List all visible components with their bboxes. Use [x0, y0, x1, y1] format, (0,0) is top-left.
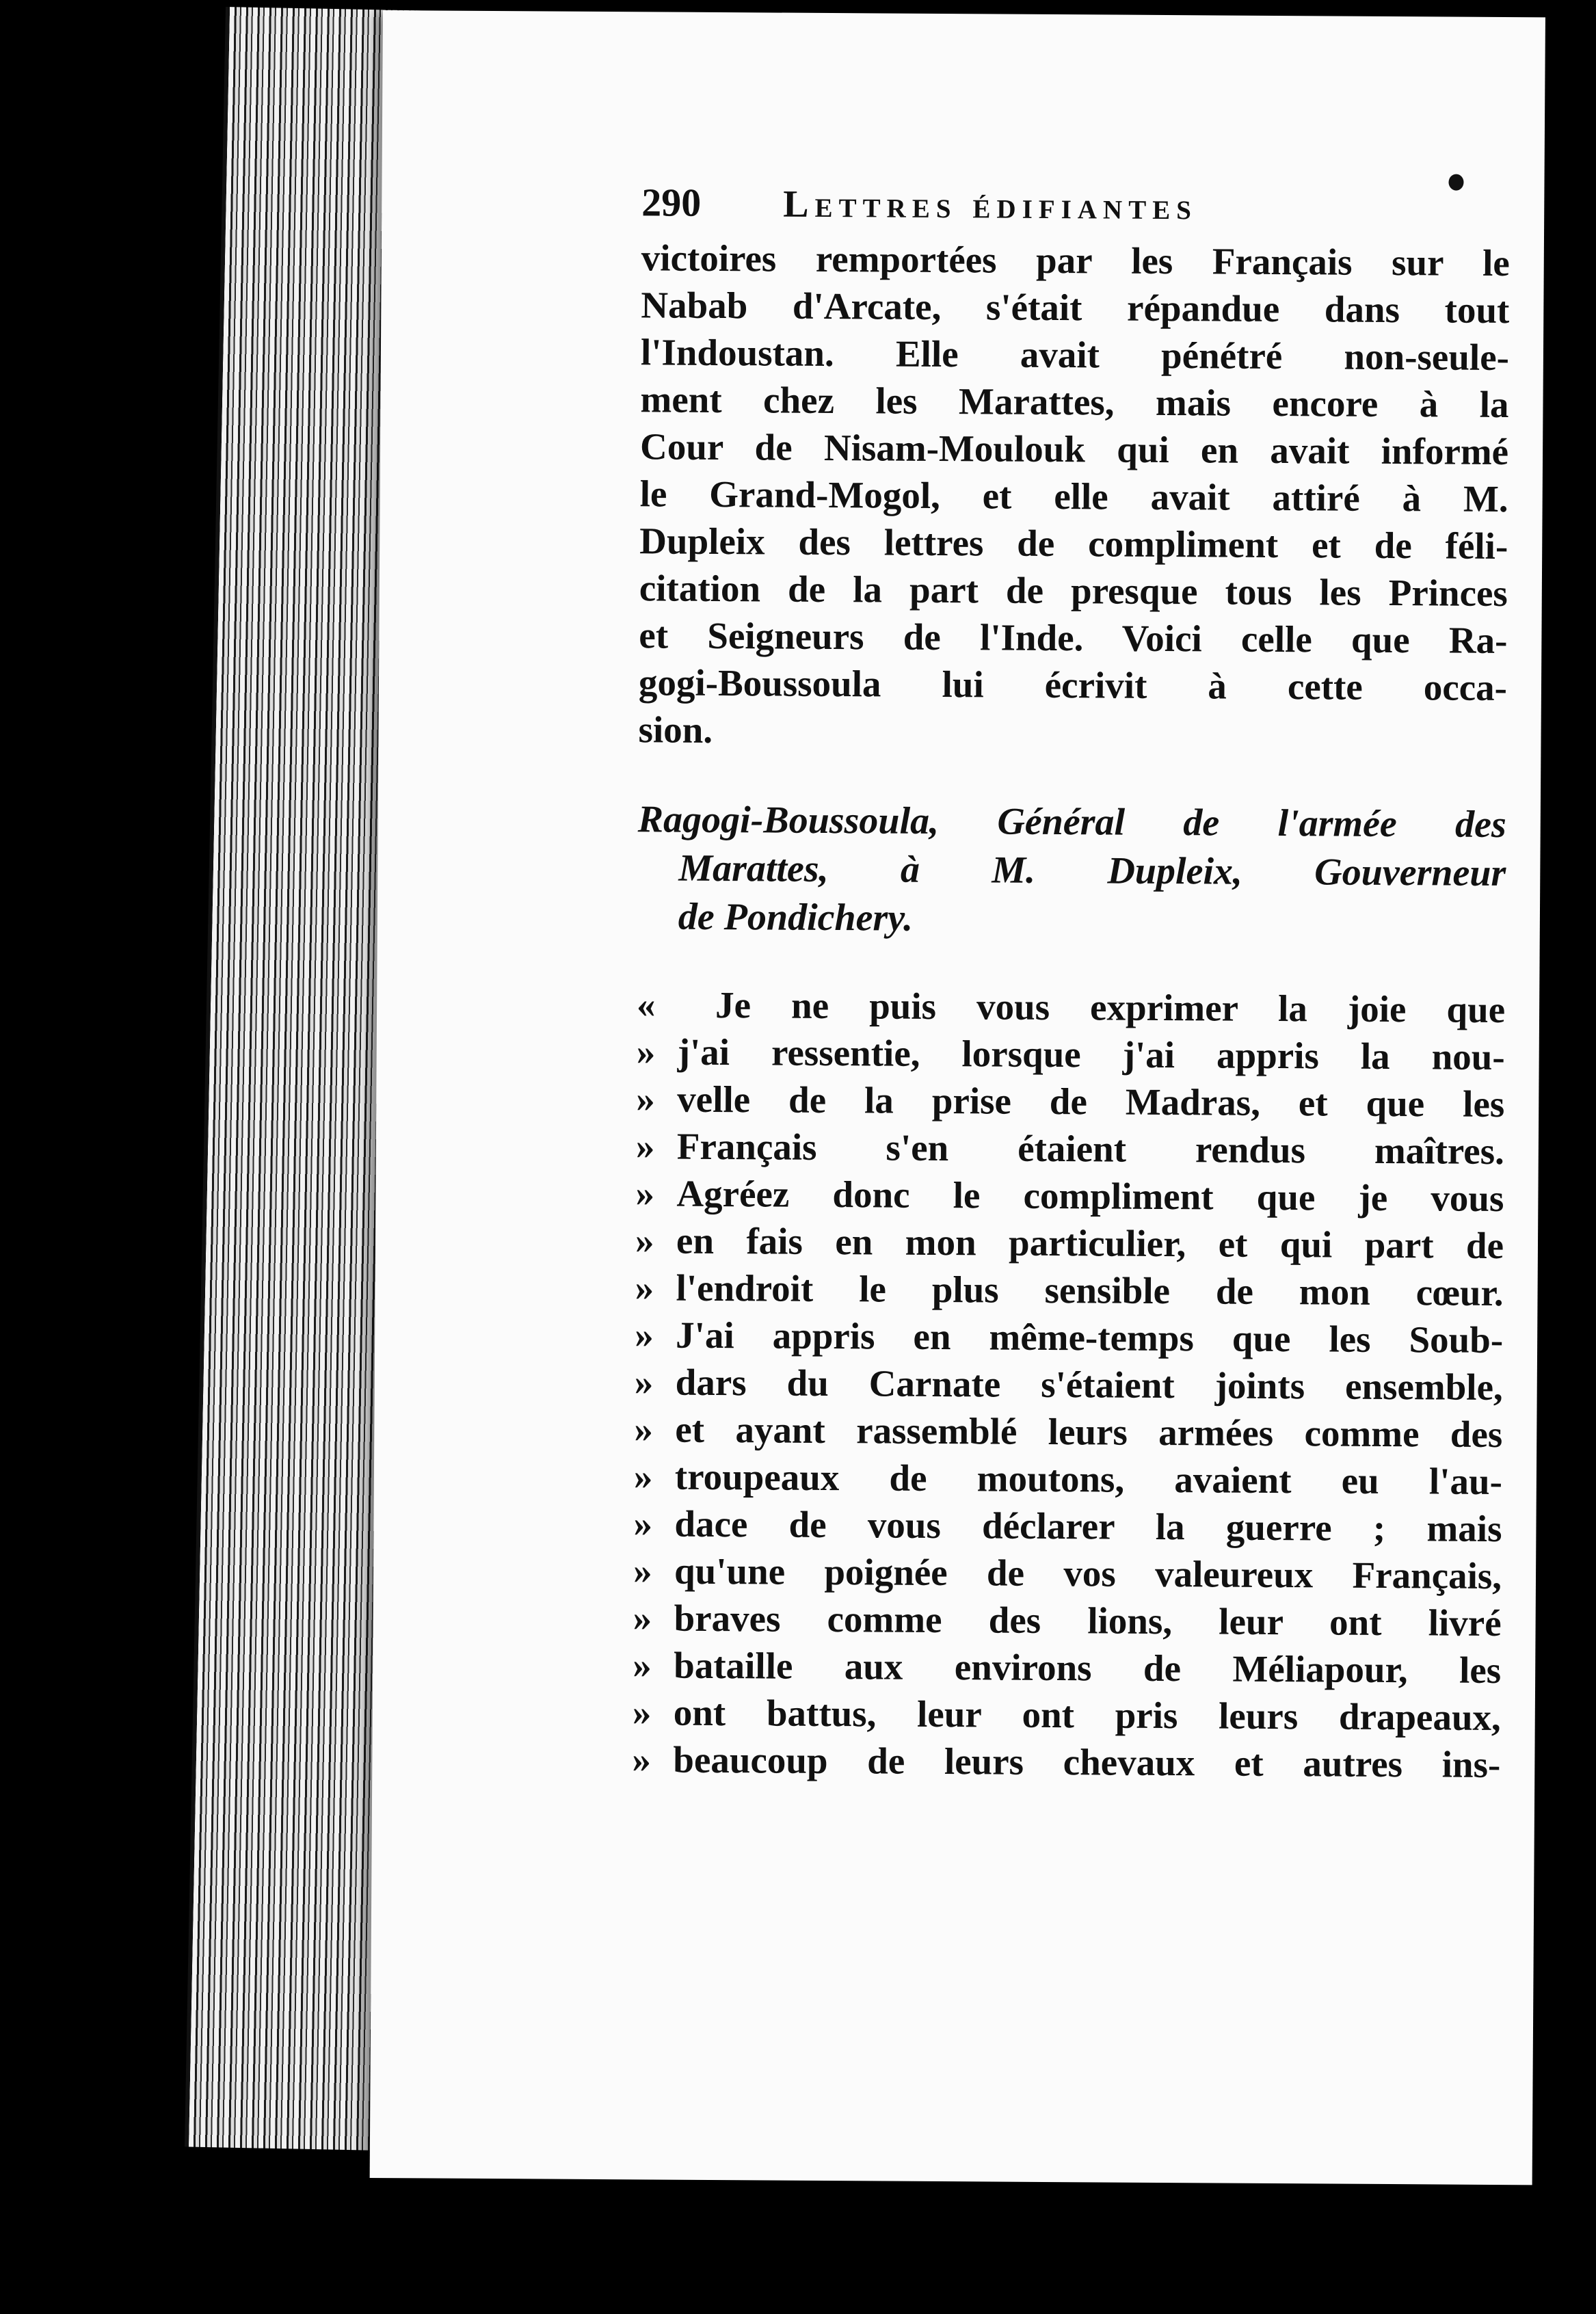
text-line: Nabab d'Arcate, s'était répandue dans tout [641, 284, 1510, 332]
text-line: Dupleix des lettres de compliment et de féli- [639, 520, 1508, 568]
quote-text: bataille aux environs de Méliapour, les [674, 1644, 1502, 1692]
quote-text: Agréez donc le compliment que je vous [676, 1172, 1504, 1220]
quote-line [633, 1594, 1501, 1647]
quote-text: Français s'en étaient rendus maîtres. [676, 1125, 1505, 1173]
quote-text: qu'une poignée de vos valeureux Français, [674, 1550, 1502, 1597]
quote-line [636, 1028, 1504, 1080]
quote-line [633, 1688, 1501, 1741]
quote-line [635, 1311, 1503, 1364]
quote-mark: » [633, 1502, 653, 1545]
quote-mark: « [636, 983, 656, 1026]
quote-line [636, 1075, 1504, 1128]
quote-text: dace de vous déclarer la guerre ; mais [674, 1502, 1502, 1550]
quoted-letter [632, 981, 1505, 1788]
quote-text: j'ai ressentie, lorsque j'ai appris la nou- [677, 1030, 1505, 1078]
quote-text: J'ai appris en même-temps que les Soub- [675, 1314, 1504, 1361]
quote-mark: » [634, 1361, 654, 1403]
quote-mark: » [635, 1266, 654, 1309]
quote-line [635, 1169, 1504, 1222]
text-line: l'Indoustan. Elle avait pénétré non-seule- [640, 331, 1510, 379]
quote-line [634, 1452, 1502, 1505]
letter-heading [637, 795, 1506, 946]
page-number: 290 [641, 180, 702, 225]
quote-text: ont battus, leur ont pris leurs drapeaux, [673, 1691, 1501, 1739]
quote-mark: » [633, 1550, 652, 1592]
quote-mark: » [632, 1691, 652, 1733]
quote-text: et ayant rassemblé leurs armées comme des [675, 1408, 1503, 1456]
quote-line [632, 1736, 1500, 1788]
quote-line [635, 1216, 1504, 1269]
quote-line [637, 981, 1505, 1033]
text-line: victoires remportées par les Français sur le [641, 237, 1510, 284]
body-paragraph [638, 234, 1510, 758]
text-line: citation de la part de presque tous les Princes [639, 567, 1508, 615]
quote-text: troupeaux de moutons, avaient eu l'au- [674, 1455, 1503, 1503]
quote-text: Je ne puis vous exprimer la joie que [715, 983, 1506, 1031]
quote-mark: » [636, 1030, 656, 1073]
heading-line: de Pondichery. [678, 895, 914, 940]
text-line: et Seigneurs de l'Inde. Voici celle que Ra- [639, 614, 1508, 662]
quote-mark: » [632, 1738, 652, 1781]
running-head [641, 179, 1510, 239]
quote-mark: » [633, 1644, 652, 1686]
running-title: Lettres édifiantes [783, 183, 1198, 228]
heading-line: Ragogi-Boussoula, Général de l'armée des [637, 798, 1506, 847]
quote-mark: » [636, 1078, 655, 1120]
text-line: ment chez les Marattes, mais encore à la [640, 378, 1509, 426]
quote-line [635, 1264, 1503, 1316]
text-line: le Grand-Mogol, et elle avait attiré à M. [639, 473, 1508, 520]
page-text-block [632, 179, 1510, 1788]
heading-line: Marattes, à M. Dupleix, Gouverneur [678, 847, 1506, 895]
quote-line [633, 1641, 1501, 1694]
quote-mark: » [635, 1125, 655, 1167]
quote-line [635, 1358, 1503, 1411]
quote-line [636, 1122, 1504, 1175]
quote-mark: » [633, 1597, 652, 1639]
book-page [370, 10, 1545, 2185]
quote-mark: » [634, 1314, 654, 1356]
quote-line [633, 1500, 1502, 1552]
quote-mark: » [634, 1408, 654, 1450]
quote-mark: » [633, 1455, 653, 1498]
text-line: gogi-Boussoula lui écrivit à cette occa- [638, 661, 1508, 709]
quote-text: braves comme des lions, leur ont livré [674, 1597, 1502, 1645]
quote-text: en fais en mon particulier, et qui part de [676, 1219, 1504, 1267]
quote-mark: » [635, 1219, 654, 1262]
text-line: Cour de Nisam-Moulouk qui en avait informé [639, 425, 1509, 473]
text-line: sion. [638, 708, 713, 751]
quote-mark: » [635, 1172, 655, 1214]
quote-line [633, 1547, 1502, 1599]
quote-line [634, 1405, 1502, 1458]
quote-text: l'endroit le plus sensible de mon cœur. [676, 1266, 1504, 1314]
quote-text: dars du Carnate s'étaient joints ensemble, [675, 1361, 1503, 1409]
quote-text: velle de la prise de Madras, et que les [677, 1078, 1505, 1126]
quote-text: beaucoup de leurs chevaux et autres ins- [673, 1738, 1501, 1786]
